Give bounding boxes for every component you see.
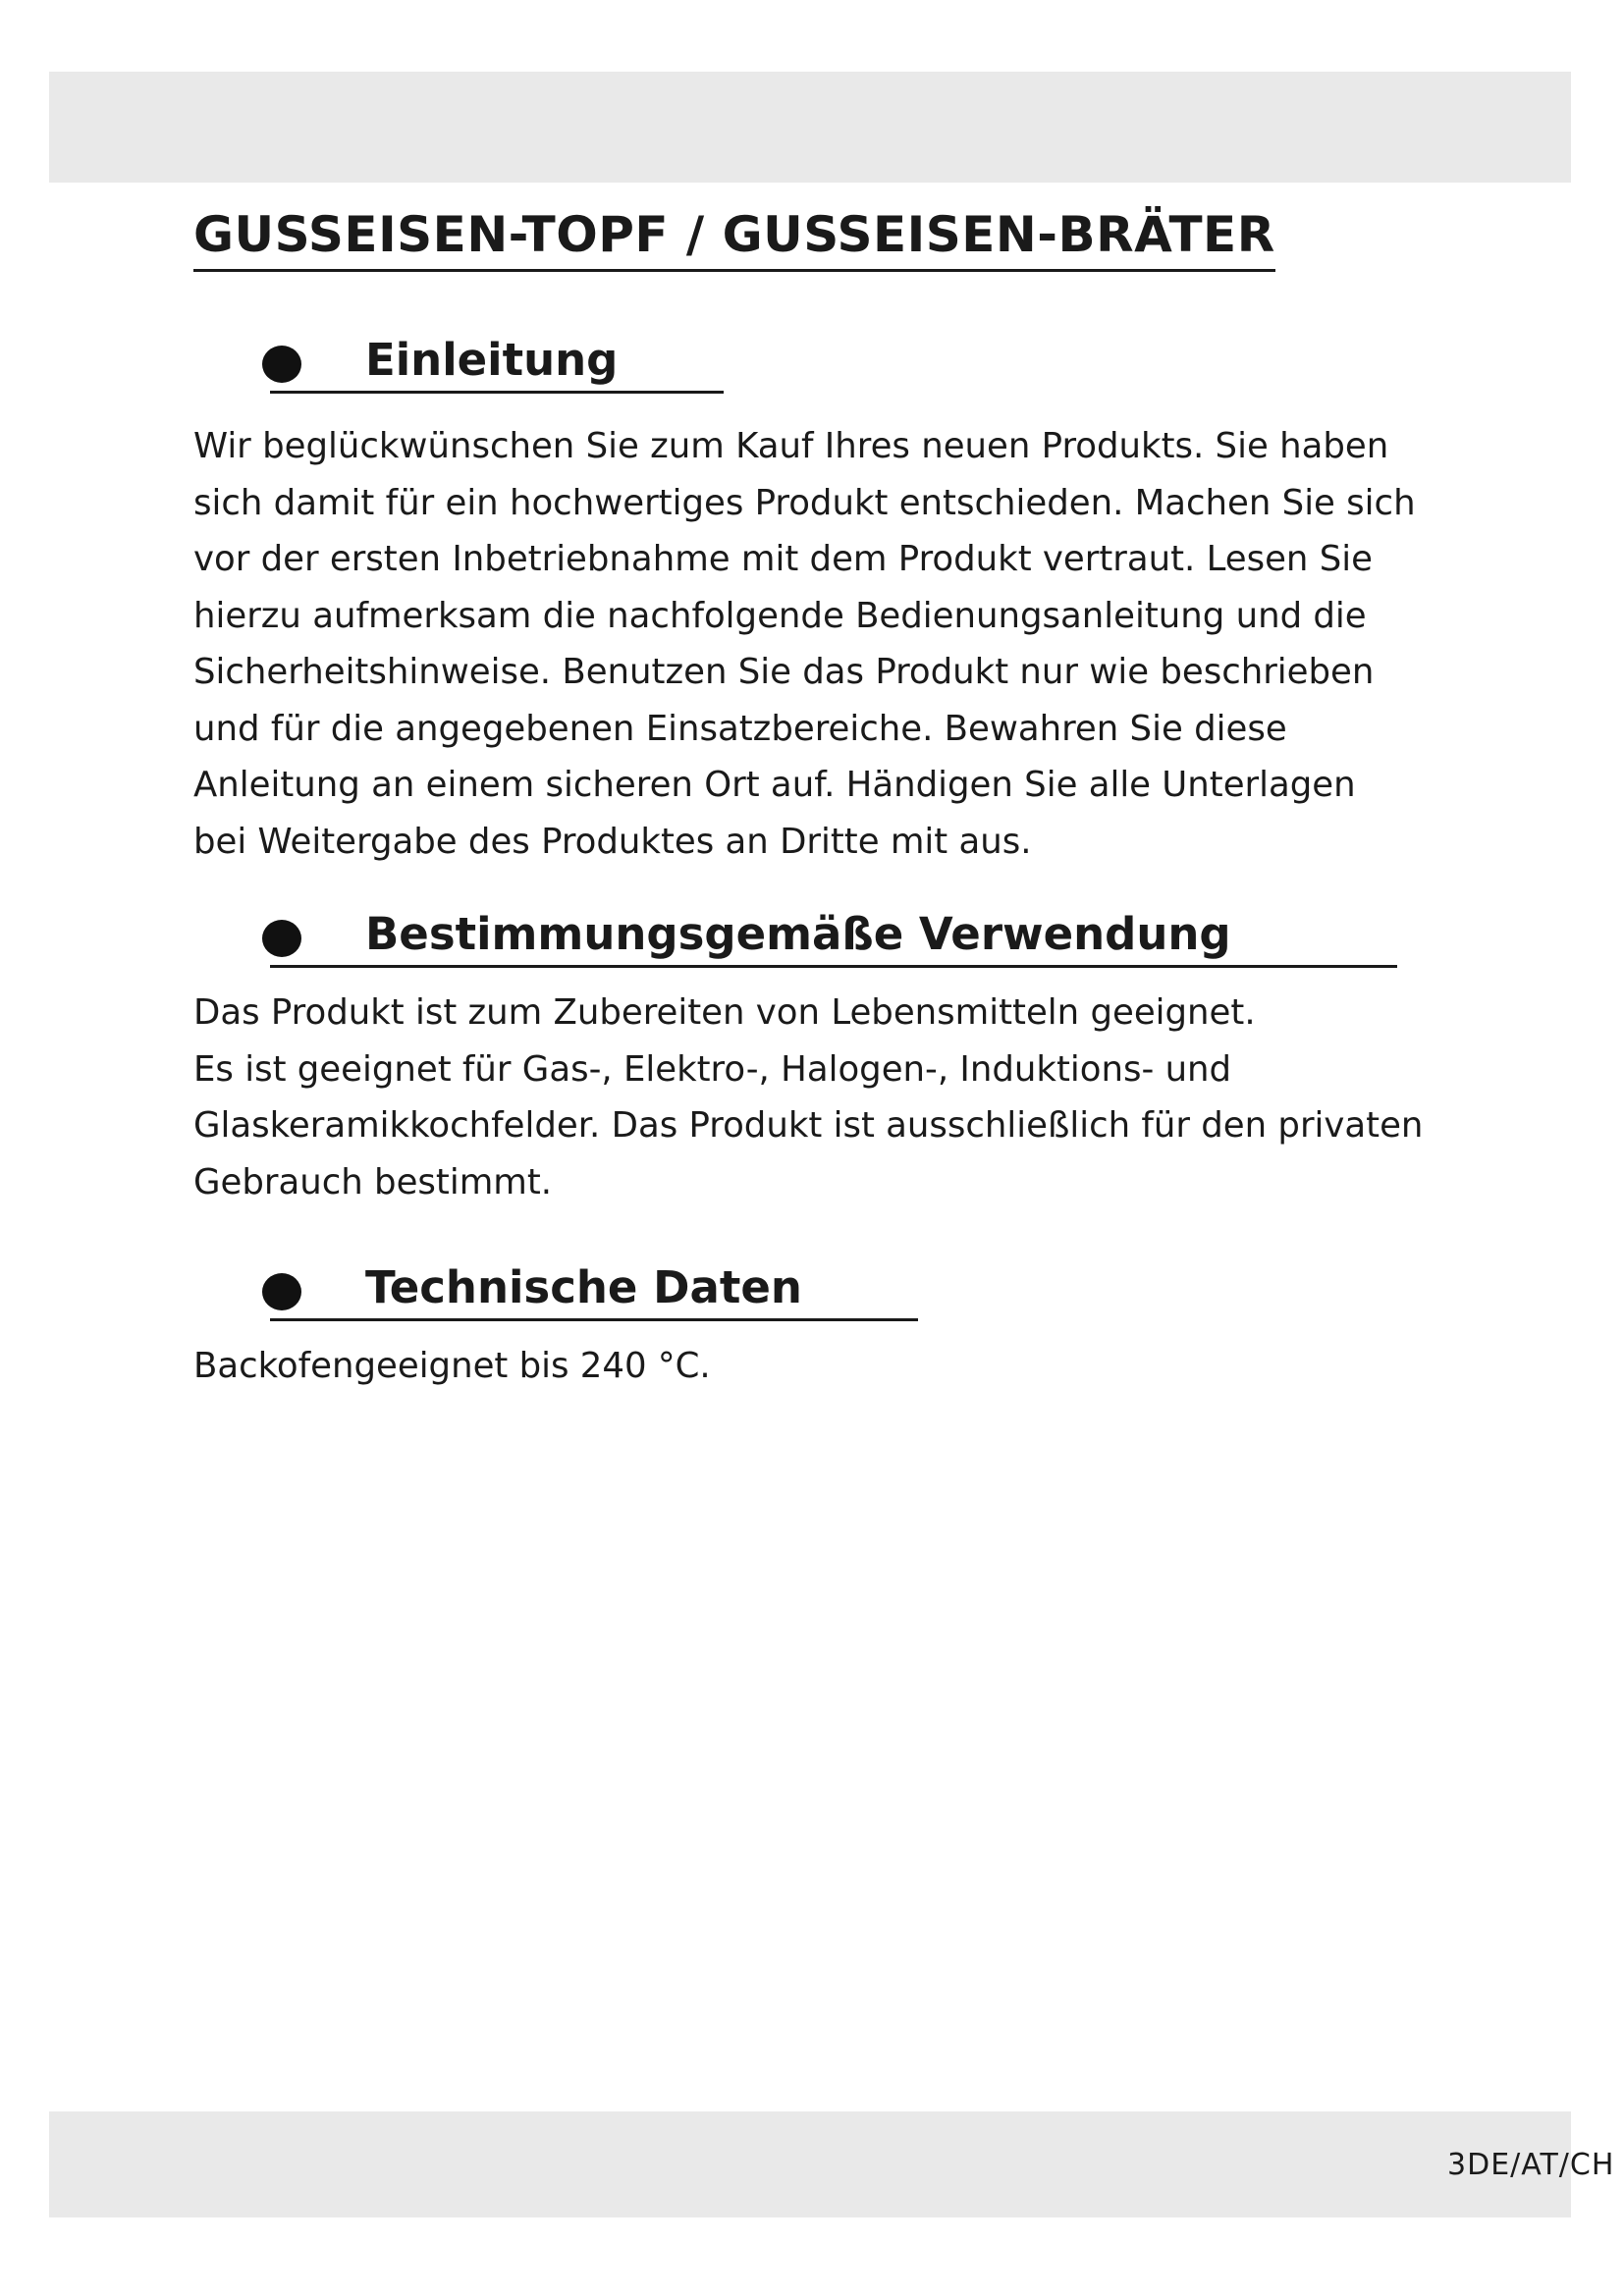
bullet-icon [262,346,301,383]
heading-underline [270,1318,918,1321]
text-line: sich damit für ein hochwertiges Produkt entschieden. Machen Sie sich [193,482,1416,523]
section-bestimmungsgemaesse-verwendung [193,908,1470,1210]
text-line: Sicherheitshinweise. Benutzen Sie das Produkt nur wie beschrieben [193,652,1375,692]
section-heading [193,334,1470,402]
section-technische-daten [193,1261,1470,1395]
page-content [193,206,1470,272]
text-line: Es ist geeignet für Gas-, Elektro-, Halogen-, Induktions- und [193,1048,1232,1090]
page-number [49,2148,1624,2190]
bullet-icon [262,920,301,957]
text-line: Gebrauch bestimmt. [193,1161,553,1202]
section-body [193,985,1470,1210]
section-body [193,1338,1470,1395]
text-line: Glaskeramikkochfelder. Das Produkt ist ausschließlich für den privaten [193,1105,1424,1146]
bullet-icon [262,1273,301,1310]
section-einleitung [193,334,1470,870]
section-heading [193,1261,1470,1330]
section-body [193,418,1470,870]
text-line: und für die angegebenen Einsatzbereiche. Bewahren Sie diese [193,708,1287,749]
section-title: Einleitung [365,334,619,386]
text-line: Wir beglückwünschen Sie zum Kauf Ihres neuen Produkts. Sie haben [193,426,1389,466]
section-heading [193,908,1470,977]
section-title: Bestimmungsgemäße Verwendung [365,908,1231,960]
section-title: Technische Daten [365,1261,802,1313]
heading-underline [270,391,724,394]
page-label: 3DE/AT/CH [1447,2148,1615,2182]
text-line: hierzu aufmerksam die nachfolgende Bedienungsanleitung und die [193,595,1367,636]
document-title: GUSSEISEN-TOPF / GUSSEISEN-BRÄTER [193,206,1275,272]
text-line: Das Produkt ist zum Zubereiten von Lebensmitteln geeignet. [193,992,1256,1033]
header-band [49,72,1571,183]
text-line: vor der ersten Inbetriebnahme mit dem Produkt vertraut. Lesen Sie [193,539,1373,579]
text-line: Anleitung an einem sicheren Ort auf. Händigen Sie alle Unterlagen [193,765,1356,805]
text-line: Backofengeeignet bis 240 °C. [193,1346,711,1386]
text-line: bei Weitergabe des Produktes an Dritte mit aus. [193,821,1032,862]
heading-underline [270,965,1397,968]
